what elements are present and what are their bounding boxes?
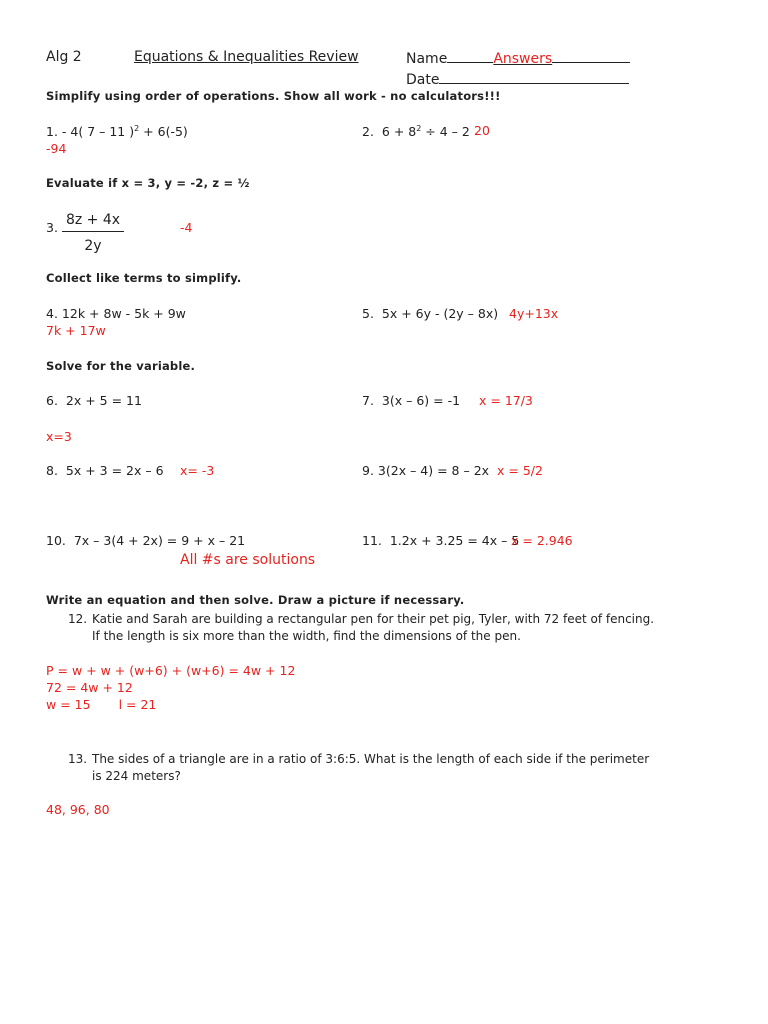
problem-12-work-2: 72 = 4w + 12	[46, 680, 133, 695]
problem-3-fraction	[62, 212, 124, 254]
section-instructions-2: Evaluate if x = 3, y = -2, z = ½	[46, 176, 250, 190]
problem-12-work-1: P = w + w + (w+6) + (w+6) = 4w + 12	[46, 663, 296, 678]
date-line	[406, 71, 629, 87]
problem-6: 6. 2x + 5 = 11	[46, 393, 142, 408]
answer-4: 7k + 17w	[46, 323, 106, 338]
answer-5: 4y+13x	[509, 306, 559, 321]
section-instructions-3: Collect like terms to simplify.	[46, 271, 242, 285]
answer-2: 20	[474, 123, 490, 138]
problem-12-text-line2: If the length is six more than the width, find the dimensions of the pen.	[92, 629, 521, 643]
problem-12-number: 12.	[68, 612, 88, 626]
problem-13-text-line2: is 224 meters?	[92, 769, 181, 783]
section-instructions-5: Write an equation and then solve. Draw a picture if necessary.	[46, 593, 465, 607]
answer-1: -94	[46, 141, 67, 156]
answer-3: -4	[180, 220, 193, 235]
name-label: Name	[406, 51, 448, 67]
answer-13: 48, 96, 80	[46, 802, 110, 817]
answer-10: All #s are solutions	[180, 552, 316, 568]
problem-5: 5. 5x + 6y - (2y – 8x)	[362, 306, 499, 321]
problem-9: 9. 3(2x – 4) = 8 – 2x	[362, 463, 490, 478]
problem-11: 11. 1.2x + 3.25 = 4x – 5	[362, 533, 520, 548]
problem-13-text-line1: The sides of a triangle are in a ratio of 3:6:5. What is the length of each side if the perimeter	[92, 752, 650, 766]
section-instructions-1: Simplify using order of operations. Show all work - no calculators!!!	[46, 89, 501, 103]
answer-6: x=3	[46, 429, 72, 444]
fraction-numerator: 8z + 4x	[62, 212, 124, 232]
section-instructions-4: Solve for the variable.	[46, 359, 196, 373]
exponent: 2	[416, 124, 422, 133]
problem-12-text-line1: Katie and Sarah are building a rectangular pen for their pet pig, Tyler, with 72 feet of fencing.	[92, 612, 655, 626]
problem-8: 8. 5x + 3 = 2x – 6	[46, 463, 164, 478]
problem-12-work-3: w = 15 l = 21	[46, 697, 157, 712]
name-line	[406, 50, 630, 66]
worksheet-title: Equations & Inequalities Review	[134, 49, 359, 65]
problem-1: 1. - 4( 7 – 11 )$^2$ + 6(-5)	[46, 124, 188, 139]
problem-10: 10. 7x – 3(4 + 2x) = 9 + x – 21	[46, 533, 246, 548]
problem-4: 4. 12k + 8w - 5k + 9w	[46, 306, 186, 321]
answer-8: x= -3	[180, 463, 215, 478]
problem-2: 2. $6 + 8^2 \div 4 - 2$	[362, 124, 470, 139]
date-label: Date	[406, 72, 440, 88]
course-label: Alg 2	[46, 49, 82, 65]
exponent: 2	[134, 124, 140, 133]
answer-11: x = 2.946	[511, 533, 573, 548]
answer-9: x = 5/2	[497, 463, 543, 478]
name-answer: Answers	[493, 51, 553, 67]
problem-13-number: 13.	[68, 752, 88, 766]
answer-7: x = 17/3	[479, 393, 533, 408]
problem-3-number: 3.	[46, 220, 58, 235]
problem-7: 7. 3(x – 6) = -1	[362, 393, 461, 408]
fraction-denominator: 2y	[84, 238, 102, 254]
